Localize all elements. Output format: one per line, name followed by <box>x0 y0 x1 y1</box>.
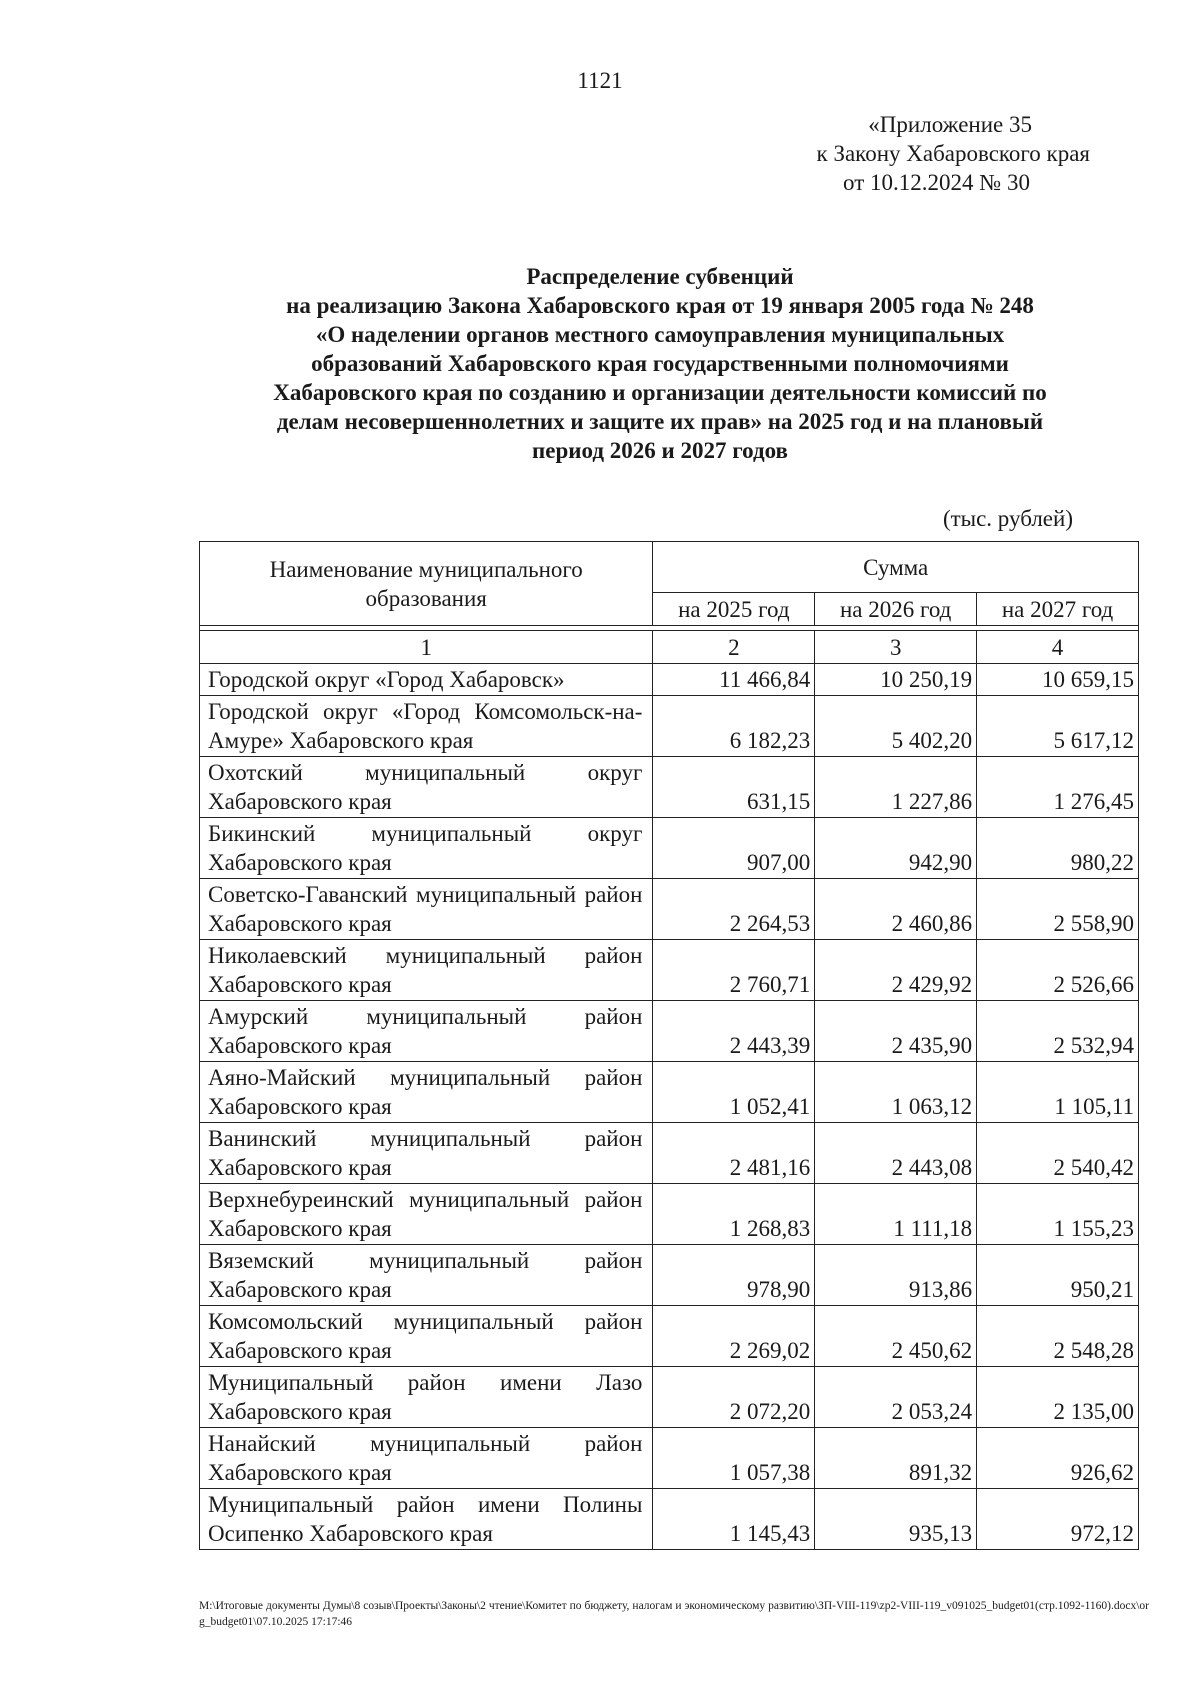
amount-2026: 2 429,92 <box>815 940 977 1001</box>
amount-2027: 980,22 <box>977 818 1139 879</box>
appendix-line-2: к Закону Хабаровского края <box>816 141 1090 166</box>
amount-2027: 2 540,42 <box>977 1123 1139 1184</box>
amount-2026: 891,32 <box>815 1428 977 1489</box>
amount-2026: 1 227,86 <box>815 757 977 818</box>
header-municipality-name: Наименование муниципального образования <box>200 542 653 626</box>
column-number: 3 <box>815 631 977 664</box>
amount-2025: 2 481,16 <box>653 1123 815 1184</box>
column-number: 4 <box>977 631 1139 664</box>
amount-2025: 2 269,02 <box>653 1306 815 1367</box>
amount-2027: 950,21 <box>977 1245 1139 1306</box>
amount-2026: 2 053,24 <box>815 1367 977 1428</box>
municipality-name: Городской округ «Город Хабаровск» <box>200 664 653 696</box>
title-line-1: Распределение субвенций <box>526 264 794 289</box>
amount-2025: 6 182,23 <box>653 696 815 757</box>
document-title <box>200 262 1120 465</box>
header-year-2026: на 2026 год <box>815 593 977 626</box>
table-row <box>200 1428 1139 1489</box>
municipality-name: Ванинский муниципальный район Хабаровского края <box>200 1123 653 1184</box>
amount-2027: 2 526,66 <box>977 940 1139 1001</box>
title-line-4: образований Хабаровского края государственными полномочиями <box>311 351 1009 376</box>
header-sum: Сумма <box>653 542 1139 593</box>
amount-2026: 935,13 <box>815 1489 977 1550</box>
municipality-name: Николаевский муниципальный район Хабаровского края <box>200 940 653 1001</box>
column-number: 1 <box>200 631 653 664</box>
amount-2027: 2 135,00 <box>977 1367 1139 1428</box>
table-row <box>200 818 1139 879</box>
unit-label: (тыс. рублей) <box>942 506 1073 531</box>
amount-2025: 2 443,39 <box>653 1001 815 1062</box>
amount-2027: 10 659,15 <box>977 664 1139 696</box>
amount-2025: 11 466,84 <box>653 664 815 696</box>
column-number-row <box>200 631 1139 664</box>
amount-2026: 2 450,62 <box>815 1306 977 1367</box>
column-number: 2 <box>653 631 815 664</box>
header-year-2027: на 2027 год <box>977 593 1139 626</box>
amount-2025: 631,15 <box>653 757 815 818</box>
appendix-line-1: «Приложение 35 <box>868 112 1032 137</box>
municipality-name: Муниципальный район имени Лазо Хабаровского края <box>200 1367 653 1428</box>
table-row <box>200 1245 1139 1306</box>
amount-2027: 2 558,90 <box>977 879 1139 940</box>
title-line-7: период 2026 и 2027 годов <box>532 438 788 463</box>
municipality-name: Вяземский муниципальный район Хабаровского края <box>200 1245 653 1306</box>
municipality-name: Бикинский муниципальный округ Хабаровского края <box>200 818 653 879</box>
table-row <box>200 1123 1139 1184</box>
municipality-name: Советско-Гаванский муниципальный район Хабаровского края <box>200 879 653 940</box>
amount-2026: 2 460,86 <box>815 879 977 940</box>
amount-2026: 1 111,18 <box>815 1184 977 1245</box>
amount-2025: 1 057,38 <box>653 1428 815 1489</box>
subsidy-table <box>199 541 1139 1550</box>
table-row <box>200 1001 1139 1062</box>
amount-2027: 2 548,28 <box>977 1306 1139 1367</box>
appendix-reference <box>817 110 1090 197</box>
amount-2027: 1 276,45 <box>977 757 1139 818</box>
amount-2026: 2 443,08 <box>815 1123 977 1184</box>
file-path-footer: M:\Итоговые документы Думы\8 созыв\Проекты\Законы\2 чтение\Комитет по бюджету, налогам и экономическому развитию\ЗП-VIII-119\zp2-VIII-119_v091025_budget01(стр.1092-1160).docx\org_budget01\07.10.2025 17:17:46 <box>199 1600 1149 1628</box>
table-row <box>200 1306 1139 1367</box>
amount-2027: 1 155,23 <box>977 1184 1139 1245</box>
municipality-name: Муниципальный район имени Полины Осипенко Хабаровского края <box>200 1489 653 1550</box>
municipality-name: Нанайский муниципальный район Хабаровского края <box>200 1428 653 1489</box>
table-row <box>200 696 1139 757</box>
title-line-5: Хабаровского края по созданию и организации деятельности комиссий по <box>273 380 1047 405</box>
amount-2027: 972,12 <box>977 1489 1139 1550</box>
amount-2025: 2 760,71 <box>653 940 815 1001</box>
table-row <box>200 664 1139 696</box>
municipality-name: Верхнебуреинский муниципальный район Хабаровского края <box>200 1184 653 1245</box>
amount-2027: 926,62 <box>977 1428 1139 1489</box>
amount-2026: 5 402,20 <box>815 696 977 757</box>
table-row <box>200 879 1139 940</box>
page-number: 1121 <box>577 68 623 93</box>
amount-2025: 1 268,83 <box>653 1184 815 1245</box>
municipality-name: Городской округ «Город Комсомольск-на-Амуре» Хабаровского края <box>200 696 653 757</box>
title-line-2: на реализацию Закона Хабаровского края от 19 января 2005 года № 248 <box>286 293 1034 318</box>
amount-2025: 907,00 <box>653 818 815 879</box>
title-line-6: делам несовершеннолетних и защите их прав» на 2025 год и на плановый <box>276 409 1044 434</box>
amount-2025: 1 145,43 <box>653 1489 815 1550</box>
amount-2025: 2 072,20 <box>653 1367 815 1428</box>
table-row <box>200 1062 1139 1123</box>
amount-2025: 978,90 <box>653 1245 815 1306</box>
amount-2025: 2 264,53 <box>653 879 815 940</box>
amount-2026: 2 435,90 <box>815 1001 977 1062</box>
municipality-name: Охотский муниципальный округ Хабаровского края <box>200 757 653 818</box>
amount-2027: 5 617,12 <box>977 696 1139 757</box>
municipality-name: Аяно-Майский муниципальный район Хабаровского края <box>200 1062 653 1123</box>
appendix-line-3: от 10.12.2024 № 30 <box>843 170 1030 195</box>
table-row <box>200 1489 1139 1550</box>
table-row <box>200 940 1139 1001</box>
title-line-3: «О наделении органов местного самоуправления муниципальных <box>315 322 1005 347</box>
amount-2027: 2 532,94 <box>977 1001 1139 1062</box>
table-row <box>200 757 1139 818</box>
amount-2026: 913,86 <box>815 1245 977 1306</box>
table-row <box>200 1184 1139 1245</box>
amount-2026: 10 250,19 <box>815 664 977 696</box>
amount-2026: 942,90 <box>815 818 977 879</box>
municipality-name: Комсомольский муниципальный район Хабаровского края <box>200 1306 653 1367</box>
amount-2026: 1 063,12 <box>815 1062 977 1123</box>
table-row <box>200 1367 1139 1428</box>
municipality-name: Амурский муниципальный район Хабаровского края <box>200 1001 653 1062</box>
header-year-2025: на 2025 год <box>653 593 815 626</box>
amount-2027: 1 105,11 <box>977 1062 1139 1123</box>
amount-2025: 1 052,41 <box>653 1062 815 1123</box>
